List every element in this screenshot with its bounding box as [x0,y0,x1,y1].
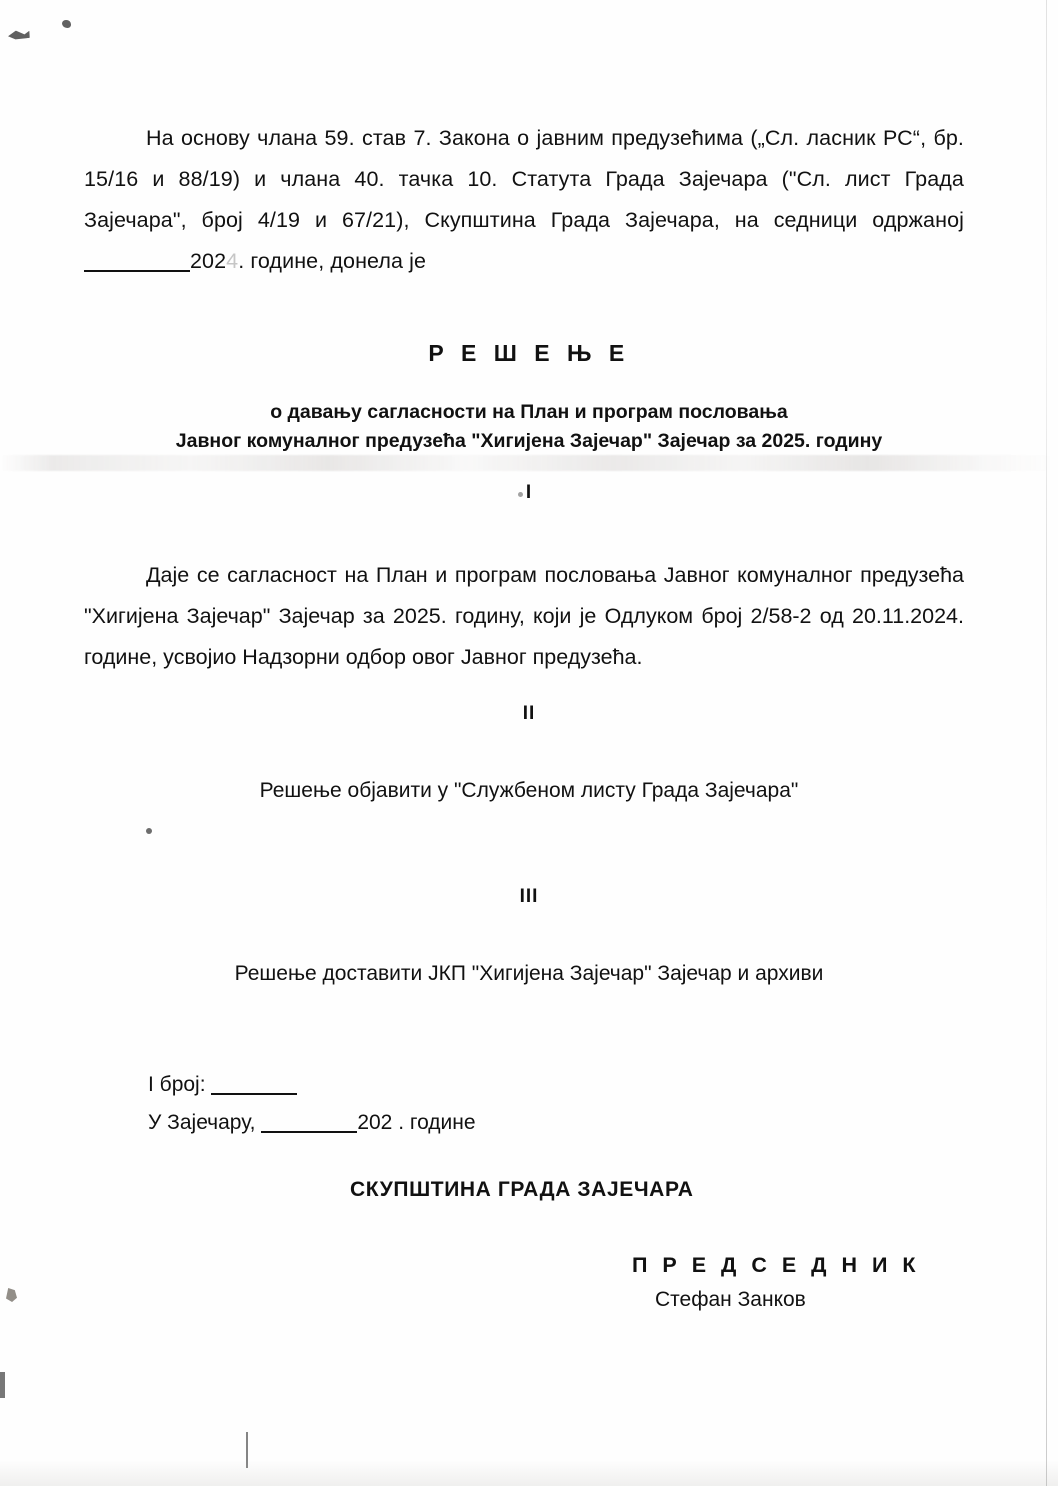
section-numeral-iii: III [519,886,539,907]
intro-year-faded-digit: 4 [226,249,239,273]
signature-year-suffix: . године [398,1111,476,1134]
document-title: Р Е Ш Е Њ Е [428,340,630,366]
section-body-iii: Решење доставити ЈКП "Хигијена Зајечар" Зајечар и архиви [234,962,824,985]
signature-reference-block [148,1066,476,1142]
place-and-date-row [148,1104,476,1142]
scan-bottom-shadow [0,1460,1058,1486]
document-number-blank-field[interactable] [211,1093,297,1095]
place-label: У Зајечару, [148,1111,256,1134]
section-numeral-i: I [525,482,533,503]
document-number-label: I број: [148,1073,206,1096]
scan-page-edge-line [1046,0,1047,1486]
scan-smudge [0,1372,5,1398]
signature-year-prefix: 202 [357,1111,393,1134]
section-numeral-ii: II [522,703,536,724]
section-i-text: Даје се сагласност на План и програм пословања Јавног комуналног предузећа "Хигијена Зајечар" Зајечар за 2025. годину, који је Одлуком број 2/58-2 од 20.11.2024. године, усвојио Надзорни одбор овог Јавног предузећа. [84,563,964,669]
subtitle-line-1: о давању сагласности на План и програм пословања [270,401,788,423]
intro-year-prefix: 202 [190,249,227,273]
scan-speckle-icon [146,828,152,834]
scan-speckle-icon [62,20,71,28]
intro-lead-text: На основу члана 59. став 7. Закона о јавним предузећима („Сл. ласник РС“, бр. 15/16 и 88/19) и члана 40. тачка 10. Статута Града Зајечара ("Сл. лист Града Зајечара", број 4/19 и 67/21), Скупштина Града Зајечара, на седници одржаној [84,126,964,232]
subtitle-line-2: Јавног комуналног предузећа "Хигијена Зајечар" Зајечар за 2025. годину [175,430,883,452]
scan-speckle-icon [7,28,31,42]
date-blank-field[interactable] [261,1131,357,1133]
document-number-row [148,1066,476,1104]
intro-tail-text: . године, донела је [238,249,427,273]
assembly-name: СКУПШТИНА ГРАДА ЗАЈЕЧАРА [350,1178,694,1201]
scan-bleedthrough-band [0,455,1058,471]
president-role-label: П Р Е Д С Е Д Н И К [632,1253,920,1277]
document-subtitle [0,398,1058,456]
section-body-ii: Решење објавити у "Службеном листу Града Зајечара" [259,779,799,802]
president-name: Стефан Занков [655,1288,806,1311]
scan-speckle-icon [6,1288,17,1302]
intro-paragraph [84,118,964,282]
section-body-i [84,555,964,678]
date-blank-field[interactable] [84,270,190,272]
scan-tick-mark [246,1432,248,1468]
